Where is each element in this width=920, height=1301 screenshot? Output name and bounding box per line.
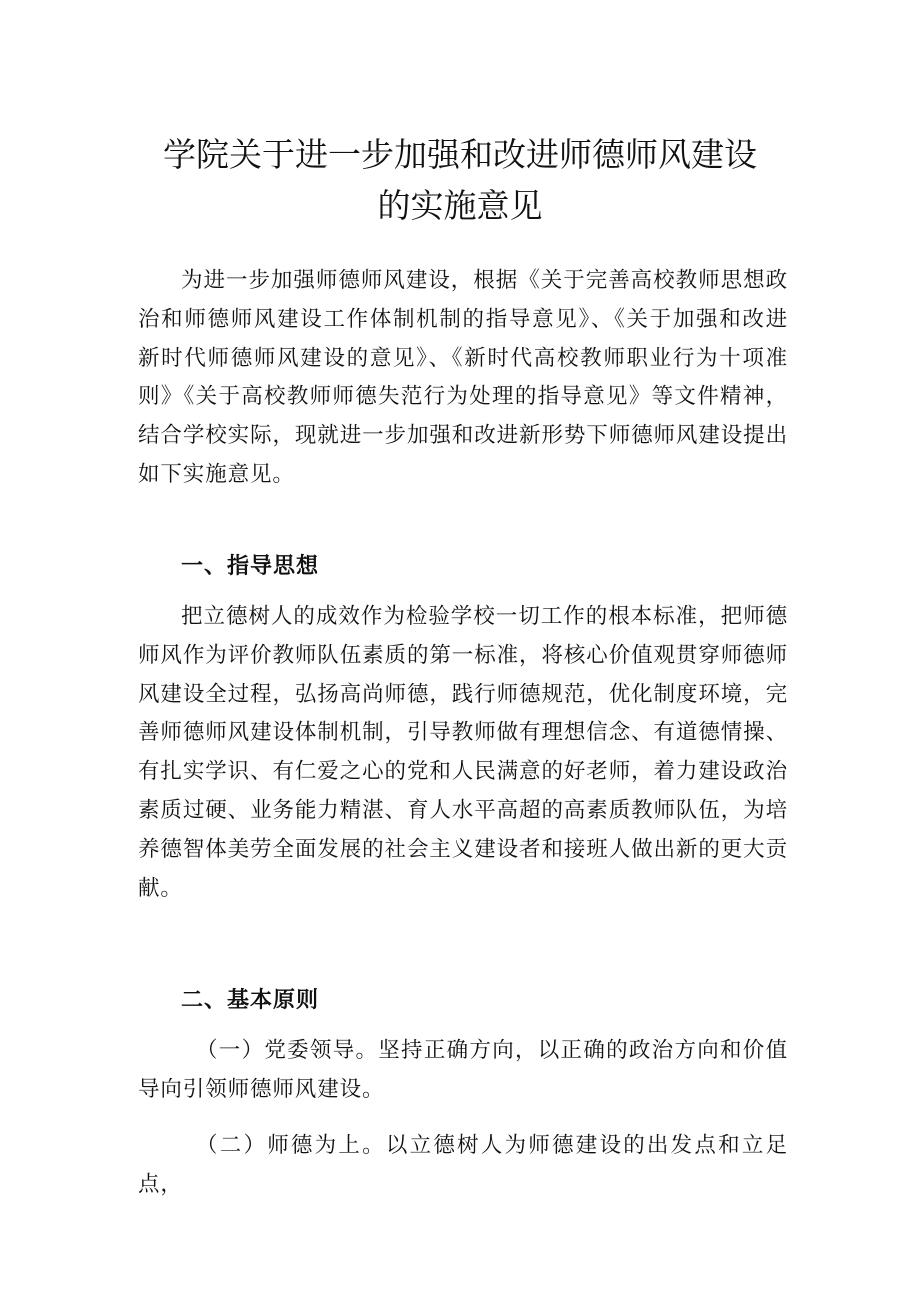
document-title-line-2: 的实施意见 xyxy=(377,186,543,225)
principle-2-paragraph: （二）师德为上。以立德树人为师德建设的出发点和立足点， xyxy=(138,1133,788,1197)
principle-1-paragraph: （一）党委领导。坚持正确方向，以正确的政治方向和价值导向引领师德师风建设。 xyxy=(138,1038,788,1102)
intro-paragraph: 为进一步加强师德师风建设，根据《关于完善高校教师思想政治和师德师风建设工作体制机制的指导意见》、《关于加强和改进新时代师德师风建设的意见》、《新时代高校教师职业行为十项准则》《关于高校教师师德失范行为处理的指导意见》等文件精神，结合学校实际，现就进一步加强和改进新形势下师德师风建设提出如下实施意见。 xyxy=(138,268,788,487)
section-heading-guiding-ideology: 一、指导思想 xyxy=(181,554,320,579)
document-title-line-1: 学院关于进一步加强和改进师德师风建设 xyxy=(163,135,757,174)
section-heading-basic-principles: 二、基本原则 xyxy=(181,988,320,1013)
guiding-ideology-paragraph: 把立德树人的成效作为检验学校一切工作的根本标准，把师德师风作为评价教师队伍素质的第一标准，将核心价值观贯穿师德师风建设全过程，弘扬高尚师德，践行师德规范，优化制度环境，完善师德师风建设体制机制，引导教师做有理想信念、有道德情操、有扎实学识、有仁爱之心的党和人民满意的好老师，着力建设政治素质过硬、业务能力精湛、育人水平高超的高素质教师队伍，为培养德智体美劳全面发展的社会主义建设者和接班人做出新的更大贡献。 xyxy=(138,604,788,901)
